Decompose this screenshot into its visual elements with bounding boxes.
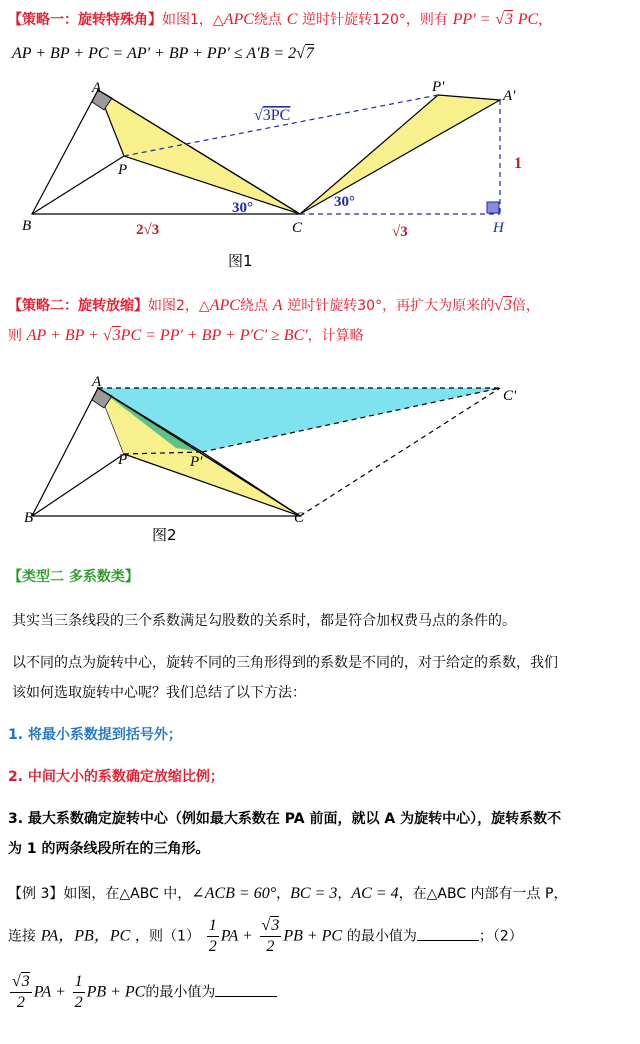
label-a: A — [92, 374, 102, 390]
figure1-caption: 图1 — [228, 252, 253, 270]
label-p2: P' — [432, 80, 445, 95]
figure1 — [0, 80, 640, 280]
right-angle-h — [487, 202, 499, 213]
label-p: P — [118, 452, 128, 468]
segment-bp — [32, 156, 124, 214]
measure-ah: 1 — [514, 155, 522, 172]
label-c2: C' — [503, 388, 517, 404]
strategy2-line1: 【策略二：旋转放缩】如图2，△APC绕点 A 逆时针旋转30°，再扩大为原来的√3倍， — [8, 297, 540, 314]
answer-blank-2[interactable] — [215, 980, 277, 997]
label-b: B — [22, 218, 32, 234]
answer-blank-1[interactable] — [417, 924, 479, 941]
rule-3-line2: 为 1 的两条线段所在的三角形。 — [8, 841, 210, 857]
rule-2: 2. 中间大小的系数确定放缩比例； — [8, 769, 224, 785]
label-c: C — [292, 220, 303, 236]
label-h: H — [493, 220, 504, 236]
strategy2-line2: 则 AP + BP + √3PC = PP' + BP + P'C' ≥ BC'，计算略 — [8, 327, 364, 344]
angle-label-2: 30° — [334, 194, 355, 210]
angle-label-1: 30° — [232, 200, 253, 216]
label-p2: P' — [190, 454, 203, 470]
paragraph-2-line1: 以不同的点为旋转中心，旋转不同的三角形得到的系数是不同的，对于给定的系数，我们 — [12, 655, 558, 671]
example-line1: 【例 3】如图，在△ABC 中，∠ACB = 60°，BC = 3，AC = 4，在△ABC 内部有一点 P， — [8, 885, 568, 902]
measure-sqrt3pc: √3PC — [254, 107, 291, 124]
triangle-a2p2c — [300, 95, 500, 214]
fraction-sqrt3-2b: $\frac{√3}{2}$ — [12, 973, 30, 1011]
rule-1: 1. 将最小系数提到括号外； — [8, 727, 182, 743]
fraction-1-2: $\frac{1}{2}$ — [208, 917, 217, 955]
segment-bp — [32, 454, 124, 516]
paragraph-1: 其实当三条线段的三个系数满足勾股数的关系时，都是符合加权费马点的条件的。 — [12, 613, 516, 629]
example-line2: 连接 PA，PB，PC ，则（1） $\frac{1}{2}$ PA + $\frac{√3}{2}$ PB + PC 的最小值为 ；（2） — [8, 917, 523, 955]
section-title: 【类型二 多系数类】 — [8, 569, 139, 585]
rule-3-line1: 3. 最大系数确定旋转中心（例如最大系数在 PA 前面，就以 A 为旋转中心），旋转系数不 — [8, 811, 562, 827]
fraction-sqrt3-2: $\frac{√3}{2}$ — [261, 917, 280, 955]
fraction-1-2b: $\frac{1}{2}$ — [74, 973, 83, 1011]
label-a2: A' — [503, 88, 516, 104]
strategy1-tag: 【策略一：旋转特殊角】 — [8, 12, 162, 28]
measure-bc: 2√3 — [136, 222, 160, 238]
label-p: P — [118, 162, 128, 178]
measure-ch: √3 — [392, 224, 408, 240]
figure2-caption: 图2 — [152, 526, 177, 544]
strategy1-line1: 【策略一：旋转特殊角】如图1，△APC绕点 C 逆时针旋转120°，则有 PP' = √3 PC, — [8, 11, 543, 28]
label-a: A — [92, 80, 102, 96]
label-b: B — [24, 510, 34, 526]
paragraph-2-line2: 该如何选取旋转中心呢？我们总结了以下方法： — [12, 685, 306, 701]
label-c: C — [294, 510, 305, 526]
strategy2-tag: 【策略二：旋转放缩】 — [8, 298, 148, 314]
example-line3: $\frac{√3}{2}$ PA + $\frac{1}{2}$ PB + PC的最小值为 — [8, 972, 277, 1013]
figure2 — [0, 370, 640, 550]
strategy1-formula: AP + BP + PC = AP' + BP + PP' ≤ A'B = 2√7 — [12, 45, 314, 62]
